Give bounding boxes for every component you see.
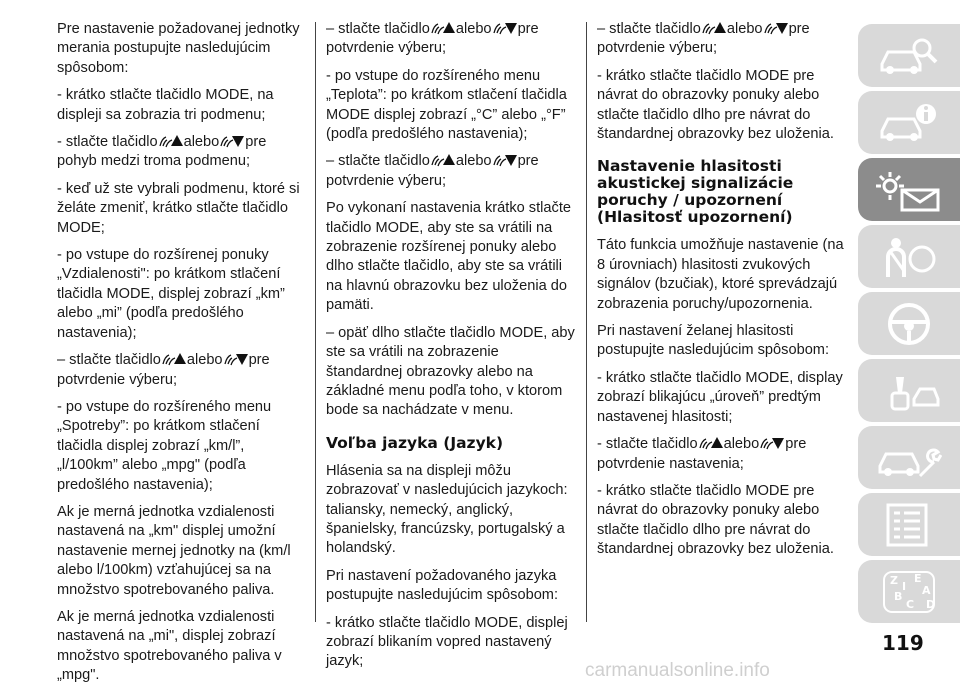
down-button-icon [759, 436, 785, 452]
down-button-icon [223, 352, 249, 368]
chapter-tab[interactable] [858, 24, 960, 87]
instruction-text: – stlačte tlačidlo [597, 21, 701, 37]
chapter-tab[interactable] [858, 493, 960, 556]
paragraph: - po vstupe do rozšíreného menu „Teplota”: po krátkom stlačení tlačidla MODE displej zobrazí „°C” alebo „°F” (podľa predošlého nastavenia); [326, 67, 567, 143]
chapter-tab[interactable] [858, 225, 960, 288]
paragraph: Táto funkcia umožňuje nastavenie (na 8 úrovniach) hlasitosti zvukových signálov (bzučiak), ktoré sprevádzajú zobrazenia poruchy/upozornenia. [597, 237, 844, 312]
down-button-icon [492, 21, 518, 37]
section-heading: Nastavenie hlasitosti akustickej signalizácie poruchy / upozornení (Hlasitosť upozornení) [597, 157, 794, 227]
paragraph: - krátko stlačte tlačidlo MODE, na displeji sa zobrazia tri podmenu; [57, 87, 274, 123]
svg-text:I: I [902, 580, 907, 593]
instruction-text: – stlačte tlačidlo [57, 352, 161, 369]
instruction-text: – stlačte tlačidlo [326, 21, 430, 37]
down-button-icon [492, 153, 518, 169]
up-button-icon [701, 21, 727, 37]
up-button-icon [430, 153, 456, 169]
instruction-text: - stlačte tlačidlo [597, 436, 698, 453]
up-button-icon [161, 352, 187, 368]
instruction-text: alebo [186, 352, 223, 369]
paragraph: Hlásenia sa na displeji môžu zobrazovať v nasledujúcich jazykoch: taliansky, nemecký, anglický, španielsky, francúzsky, portugalský a holandský. [326, 462, 568, 557]
down-button-icon [219, 134, 245, 150]
svg-text:D: D [926, 598, 936, 611]
paragraph: - krátko stlačte tlačidlo MODE pre návrat do obrazovky ponuky alebo stlačte tlačidlo dlho pre návrat do štandardnej obrazovky bez uloženia. [597, 67, 834, 143]
instruction-text: - stlačte tlačidlo [57, 134, 158, 151]
paragraph: Pri nastavení požadovaného jazyka postupujte nasledujúcim spôsobom: [326, 567, 559, 604]
button-instruction [57, 351, 302, 390]
instruction-text: pre potvrdenie výberu; [597, 21, 810, 57]
instruction-text: alebo [455, 153, 492, 170]
paragraph: Ak je merná jednotka vzdialenosti nastavená na „km" displej umožní nastavenie mernej jednotky na (km/l alebo l/100km) vzťahujúcej sa na množstvo spotrebovaného paliva. [57, 503, 291, 598]
chapter-tab[interactable] [858, 359, 960, 422]
up-button-icon [158, 134, 184, 150]
instruction-text: pre pohyb medzi troma podmenu; [57, 134, 267, 170]
instruction-text: pre potvrdenie výberu; [326, 21, 539, 57]
column-divider-1 [315, 22, 316, 622]
instruction-text: pre potvrdenie nastavenia; [597, 436, 807, 472]
button-instruction [326, 152, 578, 191]
chapter-tab[interactable] [858, 426, 960, 489]
text-column-1 [57, 20, 302, 694]
svg-text:B: B [894, 590, 903, 603]
down-button-icon [763, 21, 789, 37]
button-instruction [597, 20, 849, 59]
paragraph: Pre nastavenie požadovanej jednotky merania postupujte nasledujúcim spôsobom: [57, 21, 300, 76]
paragraph: Pri nastavení želanej hlasitosti postupujte nasledujúcim spôsobom: [597, 323, 830, 359]
paragraph: – opäť dlho stlačte tlačidlo MODE, aby ste sa vrátili na zobrazenie štandardnej obrazovky alebo na základné menu podľa toho, v ktorom bode sa nachádzate v menu. [326, 324, 575, 419]
paragraph: - krátko stlačte tlačidlo MODE, displej zobrazí blikaním vopred nastavený jazyk; [326, 614, 568, 670]
section-heading: Voľba jazyka (Jazyk) [326, 433, 504, 452]
up-button-icon [430, 21, 456, 37]
instruction-text: pre potvrdenie výberu; [57, 352, 270, 388]
column-divider-2 [586, 22, 587, 622]
chapter-tab[interactable] [858, 91, 960, 154]
paragraph: - po vstupe do rozšírenej ponuky „Vzdialenosti": po krátkom stlačení tlačidla MODE, displej zobrazí „km” alebo „mi” (podľa predošlého nastavenia); [57, 247, 285, 341]
instruction-text: alebo [455, 21, 492, 37]
chapter-tabs [858, 24, 960, 627]
instruction-text: pre potvrdenie výberu; [326, 153, 539, 189]
chapter-tab[interactable] [858, 560, 960, 623]
page-number: 119 [882, 631, 924, 655]
chapter-tab[interactable] [858, 292, 960, 355]
text-column-2 [326, 20, 578, 680]
instruction-text: alebo [726, 21, 763, 37]
button-instruction [57, 133, 302, 172]
svg-text:Z: Z [890, 574, 898, 587]
paragraph: - krátko stlačte tlačidlo MODE, display zobrazí blikajúcu „úroveň” predtým nastavenej hlasitosti; [597, 369, 843, 425]
instruction-text: – stlačte tlačidlo [326, 153, 430, 170]
paragraph: - krátko stlačte tlačidlo MODE pre návrat do obrazovky ponuky alebo stlačte tlačidlo dlho pre návrat do štandardnej obrazovky bez uloženia. [597, 482, 834, 558]
paragraph: Ak je merná jednotka vzdialenosti nastavená na „mi", displej zobrazí množstvo spotrebovaného paliva v „mpg". [57, 608, 282, 684]
text-column-3 [597, 20, 849, 568]
up-button-icon [698, 436, 724, 452]
svg-text:C: C [906, 598, 915, 611]
paragraph: - po vstupe do rozšíreného menu „Spotreby”: po krátkom stlačení tlačidla displej zobrazí „km/l”, „l/100km” alebo „mpg" (podľa predošlého nastavenia); [57, 398, 272, 493]
svg-text:E: E [914, 572, 922, 585]
instruction-text: alebo [723, 436, 760, 453]
button-instruction [326, 20, 578, 59]
watermark-text: carmanualsonline.info [585, 660, 770, 681]
button-instruction [597, 435, 849, 474]
chapter-tab[interactable] [858, 158, 960, 221]
instruction-text: alebo [183, 134, 220, 151]
paragraph: Po vykonaní nastavenia krátko stlačte tlačidlo MODE, aby ste sa vrátili na zobrazenie rozšírenej ponuky alebo dlho stlačte tlačidlo, aby ste sa vrátili na hlavnú obrazovku bez uloženia do pamäti. [326, 200, 571, 314]
paragraph: - keď už ste vybrali podmenu, ktoré si želáte zmeniť, krátko stlačte tlačidlo MODE; [57, 180, 300, 236]
svg-text:A: A [922, 584, 931, 597]
